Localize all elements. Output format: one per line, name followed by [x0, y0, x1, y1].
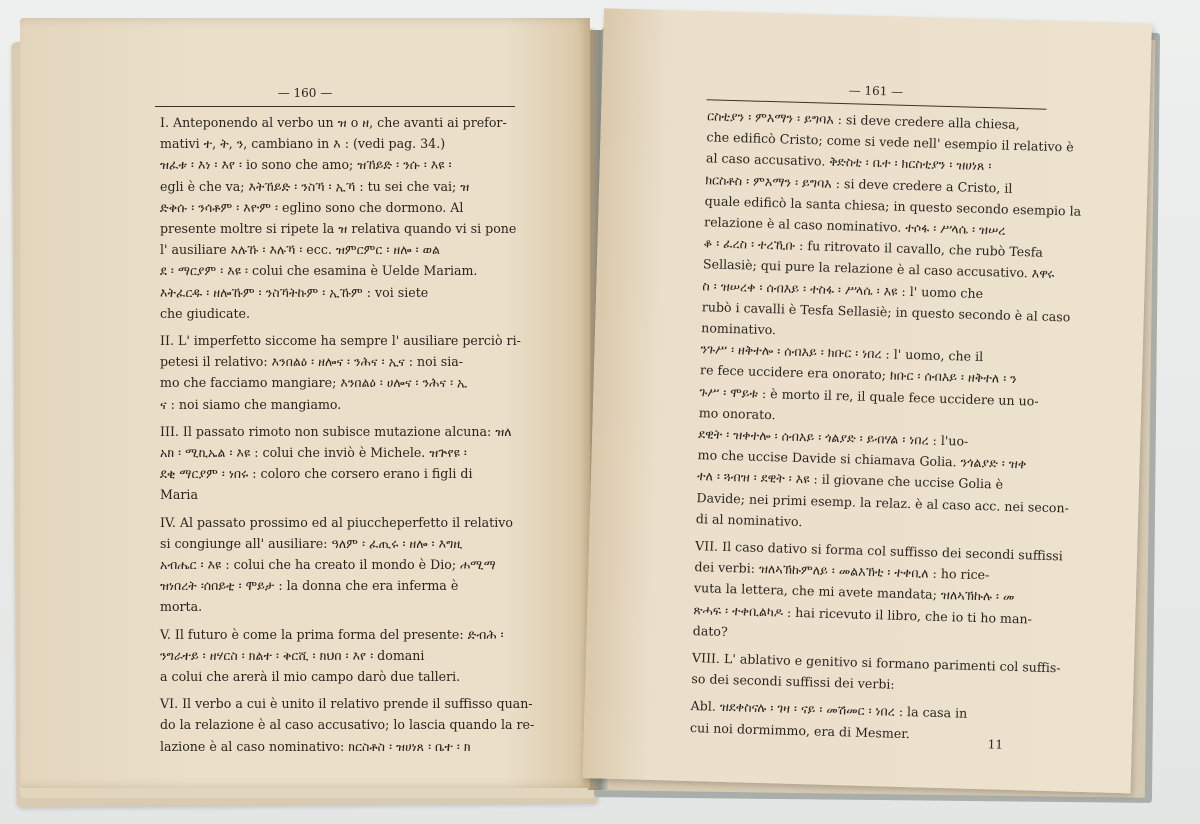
- text-line: ንግራተይ ፡ ዘሃርስ ፡ ክልተ ፡ ቅርሺ ፡ ክህበ ፡ እየ ፡ domani: [160, 647, 425, 663]
- right-page-body: [689, 105, 1108, 752]
- text-line: ክርስቶስ ፡ ምእማን ፡ ይግባእ : si deve credere a Cristo, il: [705, 171, 1013, 196]
- text-line: quale edificò la santa chiesa; in questo secondo esempio la: [704, 193, 1082, 219]
- text-line: ጉሥ ፡ ሞይቱ : è morto il re, il quale fece uccidere un uo-: [699, 383, 1039, 409]
- text-line: di al nominativo.: [695, 510, 803, 529]
- text-line: VIII. L' ablativo e genitivo si formano parimenti col suffis-: [691, 650, 1061, 676]
- text-line: ርስቲያን ፡ ምእማን ፡ ይግባእ : si deve credere alla chiesa,: [706, 108, 1020, 132]
- text-line: mo onorato.: [698, 404, 776, 423]
- text-line: do la relazione è al caso accusativo; lo lascia quando la re-: [160, 717, 535, 733]
- text-line: nominativo.: [701, 320, 777, 338]
- text-line: III. Il passato rimoto non subisce mutazione alcuna: ዝለ: [160, 423, 512, 439]
- text-line: II. L' imperfetto siccome ha sempre l' ausiliare perciò ri-: [160, 333, 521, 349]
- text-line: al caso accusativo. ቅድስቲ ፡ ቤተ ፡ ክርስቲያን ፡ ዝሀነጸ ፡: [705, 150, 992, 174]
- text-line: l' ausiliare እሉኹ ፡ እሉኻ ፡ ecc. ዝምርምር ፡ ዘሎ ፡ ወል: [160, 242, 440, 258]
- text-line: VII. Il caso dativo si forma col suffisso dei secondi suffissi: [694, 538, 1063, 564]
- text-line: ንጉሥ ፡ ዘቅተሎ ፡ ሰብእይ ፡ ክቡር ፡ ነበረ : l' uomo, che il: [700, 341, 984, 365]
- text-line: ተለ ፡ ጓብዝ ፡ ደዊት ፡ እዩ : il giovane che uccise Golia è: [696, 468, 1004, 493]
- text-line: ና : noi siamo che mangiamo.: [160, 396, 342, 412]
- text-line: dato?: [692, 622, 728, 639]
- text-line: a colui che arerà il mio campo darò due talleri.: [160, 669, 461, 685]
- left-header-rule: [155, 106, 515, 107]
- text-line: አብሔር ፡ እዩ : colui che ha creato il mondo è Dio; ሐሚማ: [160, 557, 496, 573]
- text-line: V. Il futuro è come la prima forma del presente: ድብሕ ፡: [160, 626, 504, 642]
- right-page: [583, 8, 1152, 793]
- text-line: ድቅሱ ፡ ንሳቶም ፡ እዮም ፡ eglino sono che dormono. Al: [160, 199, 464, 215]
- text-line: ደ ፡ ማርያም ፡ እዩ ፡ colui che esamina è Uelde Mariam.: [160, 263, 478, 279]
- text-line: ጽሓፍ ፡ ተቀቢልካዶ : hai ricevuto il libro, che io ti ho man-: [693, 601, 1033, 627]
- text-line: relazione è al caso nominativo. ተሶፋ ፡ ሥላሴ ፡ ዝሠረ: [703, 214, 1006, 238]
- text-line: VI. Il verbo a cui è unito il relativo prende il suffisso quan-: [160, 696, 533, 712]
- text-line: cui noi dormimmo, era di Mesmer.: [689, 719, 911, 741]
- text-line: አክ ፡ ሚኪኤል ፡ እዩ : colui che inviò è Michele. ዝጕየዩ ፡: [160, 445, 467, 461]
- text-line: che giudicate.: [160, 305, 250, 321]
- text-line: dei verbi: ዝለኣኽኩምለይ ፡ መልእኽቲ ፡ ተቀቢለ : ho rice-: [694, 559, 990, 583]
- text-line: so dei secondi suffissi dei verbi:: [691, 671, 895, 693]
- text-line: vuta la lettera, che mi avete mandata; ዝለኣኽኩሉ ፡ መ: [693, 580, 1015, 605]
- text-line: ደዊት ፡ ዝቀተሎ ፡ ሰብእይ ፡ ጎልያድ ፡ ይብሃል ፡ ነበረ : l'uo-: [698, 426, 969, 449]
- text-line: mo che facciamo mangiare; እንበልዕ ፡ ሀሎና ፡ ንሕና ፡ ኢ: [160, 375, 468, 391]
- text-line: mativi ተ, ት, ን, cambiano in እ : (vedi pag. 34.): [160, 136, 446, 152]
- text-line: I. Anteponendo al verbo un ዝ o ዘ, che avanti ai prefor-: [160, 115, 507, 130]
- text-line: rubò i cavalli è Tesfa Sellasiè; in questo secondo è al caso: [701, 299, 1071, 325]
- right-page-number: — 161 —: [848, 83, 904, 99]
- text-line: IV. Al passato prossimo ed al piuccheperfetto il relativo: [160, 514, 513, 530]
- text-line: presente moltre si ripete la ዝ relativa quando vi si pone: [160, 221, 517, 237]
- text-line: mo che uccise Davide si chiamava Golia. ንጎልያድ ፡ ዝቀ: [697, 447, 1027, 472]
- text-line: Davide; nei primi esemp. la relaz. è al caso acc. nei secon-: [696, 489, 1070, 516]
- text-line: lazione è al caso nominativo: ክርስቶስ ፡ ዝሀነጸ ፡ ቤተ ፡ ክ: [160, 738, 471, 754]
- text-line: petesi il relativo: እንበልዕ ፡ ዘሎና ፡ ንሕና ፡ ኢና : noi sia-: [160, 354, 464, 370]
- text-line: ቆ ፡ ፈረስ ፡ ተረኺቡ : fu ritrovato il cavallo, che rubò Tesfa: [703, 235, 1044, 260]
- text-line: ዝፈቱ ፡ እነ ፡ እየ ፡ io sono che amo; ዝኸይድ ፡ ንሱ ፡ እዩ ፡: [160, 157, 452, 173]
- text-line: እትፈርዱ ፡ ዘሎኹም ፡ ንስኻትኩም ፡ ኢኹም : voi siete: [160, 284, 429, 300]
- text-line: re fece uccidere era onorato; ክቡር ፡ ሰብእይ ፡ ዘቅተለ ፡ ን: [699, 362, 1017, 387]
- text-line: ዝነበረት ፡ሰበይቲ ፡ ሞይታ : la donna che era inferma è: [160, 578, 459, 594]
- left-page-number: — 160 —: [277, 86, 333, 100]
- text-line: Abl. ዝደቀስናሉ ፡ ገዛ ፡ ናይ ፡ መሽመር ፡ ነበረ : la casa in: [690, 698, 968, 722]
- left-page-body: [160, 112, 560, 757]
- text-line: ስ ፡ ዝሠረቀ ፡ ሰብእይ ፡ ተስፋ ፡ ሥላሴ ፡ እዩ : l' uomo che: [702, 277, 984, 301]
- text-line: Sellasiè; qui pure la relazione è al caso accusativo. እዋሩ: [702, 256, 1055, 282]
- text-line: morta.: [160, 599, 203, 615]
- text-line: si congiunge all' ausiliare: ዓለም ፡ ፈጢሩ ፡ ዘሎ ፡ እግዚ: [160, 535, 463, 551]
- text-line: Maria: [160, 487, 198, 503]
- text-line: egli è che va; እትኸይድ ፡ ንስኻ ፡ ኢኻ : tu sei che vai; ዝ: [160, 178, 470, 194]
- text-line: ደቂ ማርያም ፡ ነበሩ : coloro che corsero erano i figli di: [160, 466, 473, 482]
- left-page: [20, 18, 590, 788]
- signature-mark: 11: [987, 737, 1004, 752]
- text-line: che edificò Cristo; come si vede nell' esempio il relativo è: [706, 129, 1074, 155]
